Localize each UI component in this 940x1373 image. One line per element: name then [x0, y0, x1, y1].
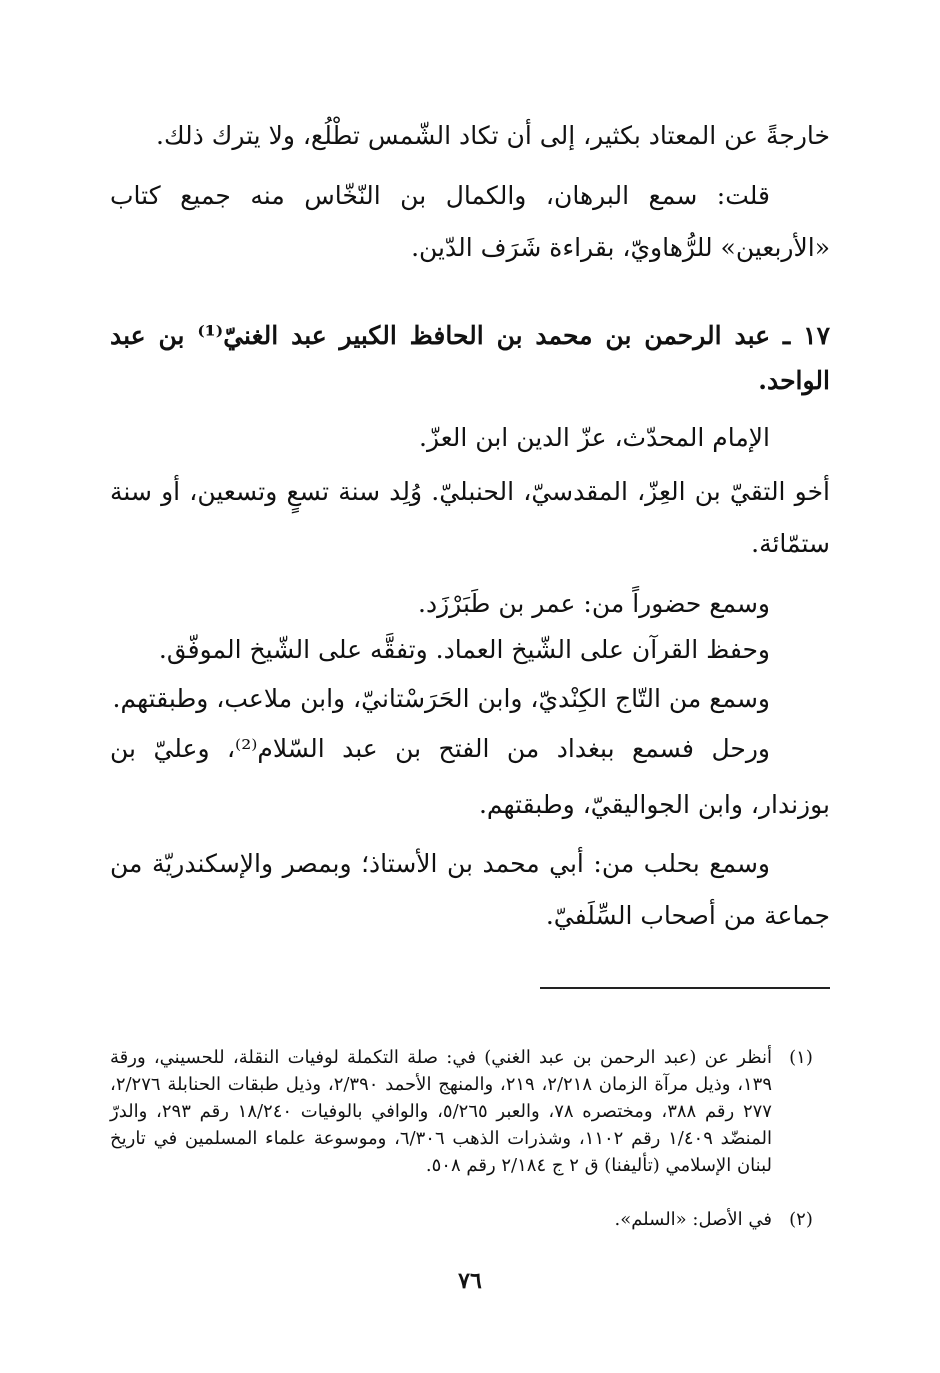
- paragraph-hudur: وسمع حضوراً من: عمر بن طَبَرْزَد.: [418, 589, 770, 618]
- paragraph-teachers: وسمع من التّاج الكِنْديّ، وابن الحَرَسْتانيّ، وابن ملاعب، وطبقتهم.: [112, 684, 770, 713]
- footnote-1: [110, 1044, 830, 1179]
- paragraph-quran: وحفظ القرآن على الشّيخ العماد. وتفقَّه على الشّيخ الموفّق.: [158, 635, 770, 664]
- paragraph-baghdad: ورحل فسمع ببغداد من الفتح بن عبد السّلام⁽²⁾، وعليّ بن بوزندار، وابن الجواليقيّ، وطبقتهم.: [110, 734, 830, 819]
- footnote-divider: [540, 987, 830, 989]
- paragraph-lineage: أخو التقيّ بن العِزّ، المقدسيّ، الحنبليّ. وُلِد سنة تسعٍ وتسعين، أو سنة ستمّائة.: [110, 477, 830, 558]
- footnote-number: (١): [789, 1047, 813, 1068]
- page-number: ٧٦: [458, 1268, 482, 1294]
- paragraph-continuation: خارجةً عن المعتاد بكثير، إلى أن تكاد الشّمس تطْلُع، ولا يترك ذلك.: [156, 121, 830, 150]
- paragraph-title: الإمام المحدّث، عزّ الدين ابن العزّ.: [419, 423, 770, 452]
- footnote-text: في الأصل: «السلم».: [614, 1209, 772, 1230]
- entry-heading: ١٧ ـ عبد الرحمن بن محمد بن الحافظ الكبير عبد الغنيّ⁽¹⁾ بن عبد الواحد.: [110, 321, 830, 395]
- paragraph-aleppo: وسمع بحلب من: أبي محمد بن الأستاذ؛ وبمصر والإسكندريّة من جماعة من أصحاب السِّلَفيّ.: [110, 849, 830, 930]
- paragraph-note: قلت: سمع البرهان، والكمال بن النّخّاس منه جميع كتاب «الأربعين» للرُّهاويّ، بقراءة شَرَف الدّين.: [110, 181, 830, 262]
- footnote-text: أنظر عن (عبد الرحمن بن عبد الغني) في: صلة التكملة لوفيات النقلة، للحسيني، ورقة ١٣٩، وذيل مرآة الزمان ٢/٢١٨، ٢١٩، والمنهج الأحمد ٢/٣٩٠، وذيل طبقات الحنابلة ٢/٢٧٦، ٢٧٧ رقم ٣٨٨، ومختصره ٧٨، والعبر ٥/٢٦٥، والوافي بالوفيات ١٨/٢٤٠ رقم ٢٩٣، والدرّ المنضّد ١/٤٠٩ رقم ١١٠٢، وشذرات الذهب ٦/٣٠٦، وموسوعة علماء المسلمين في تاريخ لبنان الإسلامي (تأليفنا) ق ٢ ج ٢/١٨٤ رقم ٥٠٨.: [110, 1047, 773, 1176]
- footnote-number: (٢): [789, 1209, 813, 1230]
- book-page: [110, 0, 830, 1373]
- footnote-2: [110, 1206, 830, 1233]
